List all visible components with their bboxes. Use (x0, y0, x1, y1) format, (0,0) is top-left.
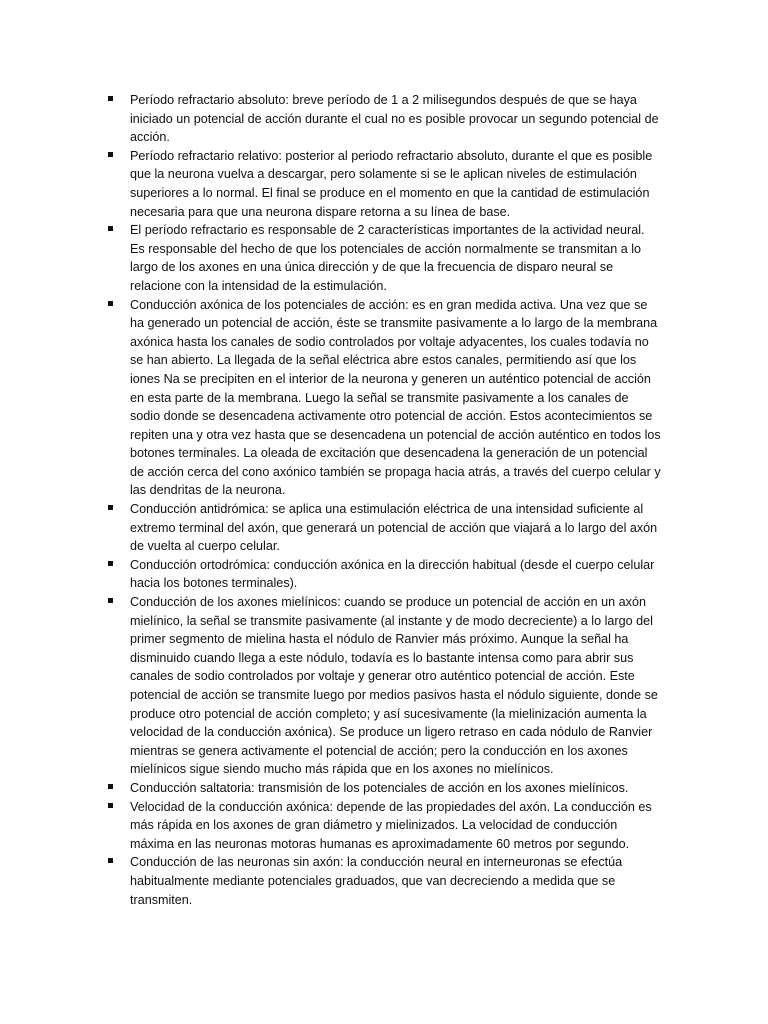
list-item-text: Conducción de las neuronas sin axón: la conducción neural en interneuronas se efectúa habitualmente mediante potenciales graduados, que van decreciendo a medida que se transmiten. (130, 855, 623, 907)
square-bullet-icon (108, 226, 113, 231)
list-item (106, 593, 662, 779)
list-item (106, 147, 662, 221)
square-bullet-icon (108, 784, 113, 789)
square-bullet-icon (108, 505, 113, 510)
list-item-text: Conducción axónica de los potenciales de acción: es en gran medida activa. Una vez que se ha generado un potencial de acción, éste se transmite pasivamente a lo largo de la membrana axónica hasta los canales de sodio controlados por voltaje adyacentes, los cuales todavía no se han abierto. La llegada de la señal eléctrica abre estos canales, permitiendo así que los iones Na se precipiten en el interior de la neurona y generen un auténtico potencial de acción en esta parte de la membrana. Luego la señal se transmite pasivamente a los canales de sodio donde se desencadena activamente otro potencial de acción. Estos acontecimientos se repiten una y otra vez hasta que se desencadena un potencial de acción auténtico en todos los botones terminales. La oleada de excitación que desencadena la generación de un potencial de acción cerca del cono axónico también se propaga hacia atrás, a través del cuerpo celular y las dendritas de la neurona. (130, 297, 661, 498)
square-bullet-icon (108, 561, 113, 566)
list-item (106, 556, 662, 593)
square-bullet-icon (108, 598, 113, 603)
square-bullet-icon (108, 858, 113, 863)
list-item (106, 779, 662, 798)
list-item (106, 798, 662, 854)
list-item-text: Velocidad de la conducción axónica: depende de las propiedades del axón. La conducción es más rápida en los axones de gran diámetro y mielinizados. La velocidad de conducción máxima en las neuronas motoras humanas es aproximadamente 60 metros por segundo. (130, 799, 652, 851)
list-item-text: Conducción antidrómica: se aplica una estimulación eléctrica de una intensidad suficiente al extremo terminal del axón, que generará un potencial de acción que viajará a lo largo del axón de vuelta al cuerpo celular. (130, 502, 658, 554)
list-item-text: Período refractario relativo: posterior al periodo refractario absoluto, durante el que es posible que la neurona vuelva a descargar, pero solamente si se le aplican niveles de estimulación superiores a lo normal. El final se produce en el momento en que la cantidad de estimulación necesaria para que una neurona dispare retorna a su línea de base. (130, 148, 653, 219)
list-item (106, 500, 662, 556)
square-bullet-icon (108, 152, 113, 157)
list-item-text: Período refractario absoluto: breve período de 1 a 2 milisegundos después de que se haya iniciado un potencial de acción durante el cual no es posible provocar un segundo potencial de acción. (130, 93, 659, 145)
list-item-text: Conducción de los axones mielínicos: cuando se produce un potencial de acción en un axón mielínico, la señal se transmite pasivamente (al instante y de modo decreciente) a lo largo del primer segmento de mielina hasta el nódulo de Ranvier más próximo. Aunque la señal ha disminuido cuando llega a este nódulo, todavía es lo bastante intensa como para abrir sus canales de sodio controlados por voltaje y generar otro auténtico potencial de acción. Este potencial de acción se transmite luego por medios pasivos hasta el nódulo siguiente, donde se produce otro potencial de acción completo; y así sucesivamente (la mielinización aumenta la velocidad de la conducción axónica). Se produce un ligero retraso en cada nódulo de Ranvier mientras se genera activamente el potencial de acción; pero la conducción en los axones mielínicos sigue siendo mucho más rápida que en los axones no mielínicos. (130, 595, 658, 777)
square-bullet-icon (108, 803, 113, 808)
list-item-text: El período refractario es responsable de 2 características importantes de la actividad neural. Es responsable del hecho de que los potenciales de acción normalmente se transmitan a lo largo de los axones en una única dirección y de que la frecuencia de disparo neural se relacione con la intensidad de la estimulación. (130, 223, 645, 293)
list-item (106, 221, 662, 295)
bullet-list (106, 91, 662, 909)
square-bullet-icon (108, 96, 113, 101)
list-item-text: Conducción saltatoria: transmisión de los potenciales de acción en los axones mielínicos. (130, 780, 629, 795)
square-bullet-icon (108, 301, 113, 306)
list-item (106, 91, 662, 147)
list-item-text: Conducción ortodrómica: conducción axónica en la dirección habitual (desde el cuerpo celular hacia los botones terminales). (130, 557, 655, 591)
list-item (106, 853, 662, 909)
list-item (106, 296, 662, 501)
